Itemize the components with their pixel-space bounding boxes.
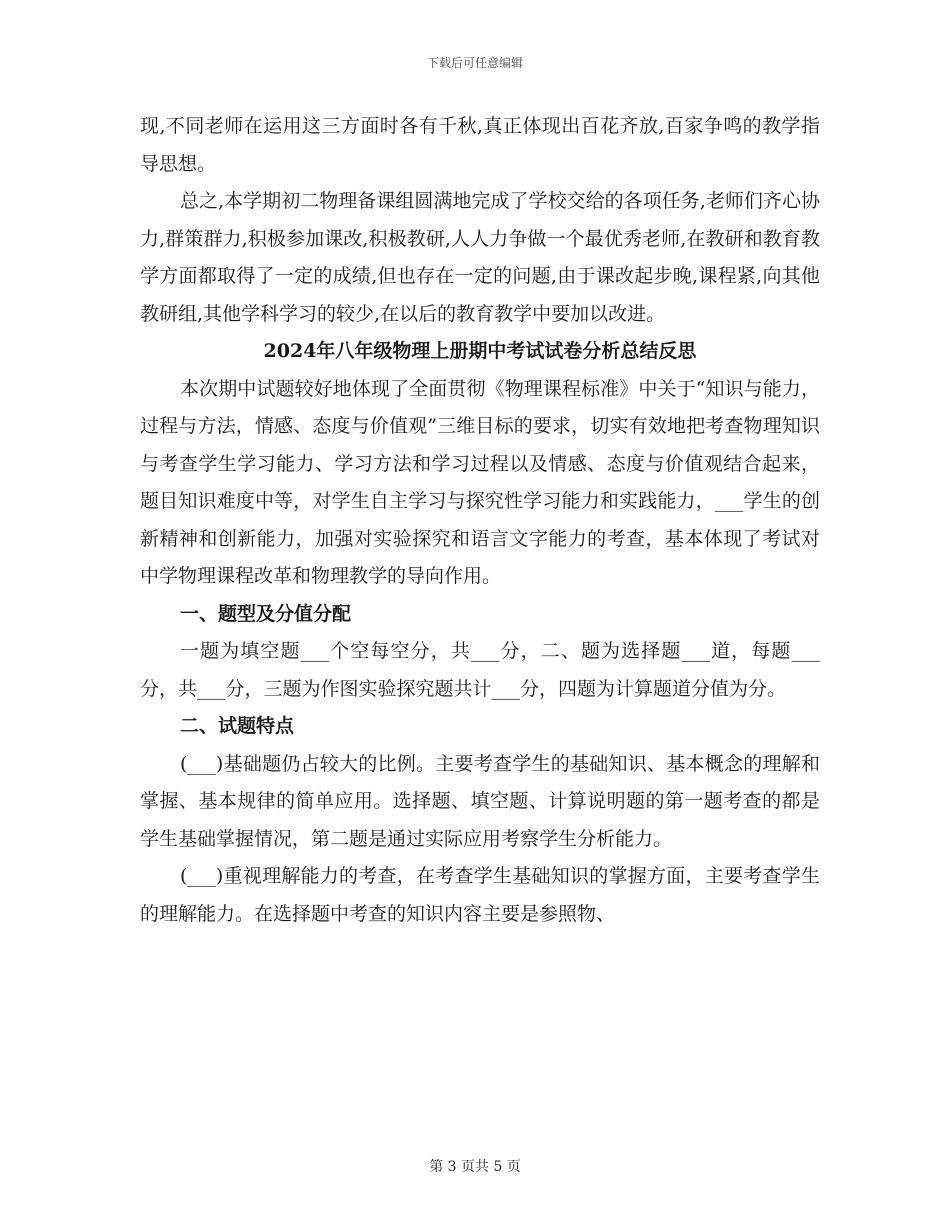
paragraph-continuation: 现,不同老师在运用这三方面时各有千秋,真正体现出百花齐放,百家争鸣的教学指导思想。 (140, 115, 820, 175)
paragraph-feature-understanding: (___)重视理解能力的考查，在考查学生基础知识的掌握方面，主要考查学生的理解能力。在选择题中考查的知识内容主要是参照物、 (140, 865, 820, 925)
page-footer: 第 3 页共 5 页 (429, 1159, 521, 1175)
document-body (140, 108, 820, 933)
section-heading-features: 二、试题特点 (180, 715, 295, 737)
section-heading-question-types: 一、题型及分值分配 (180, 602, 352, 625)
document-title: 2024年八年级物理上册期中考试试卷分析总结反思 (263, 340, 697, 362)
page-header: 下载后可任意编辑 (426, 56, 523, 70)
paragraph-intro: 本次期中试题较好地体现了全面贯彻《物理课程标准》中关于“知识与能力，过程与方法，情感、态度与价值观”三维目标的要求，切实有效地把考查物理知识与考查学生学习能力、学习方法和学习过程以及情感、态度与价值观结合起来，题目知识难度中等，对学生自主学习与探究性学习能力和实践能力，___学生的创新精神和创新能力，加强对实验探究和语言文字能力的考查，基本体现了考试对中学物理课程改革和物理教学的导向作用。 (140, 377, 820, 587)
paragraph-feature-basic: (___)基础题仍占较大的比例。主要考查学生的基础知识、基本概念的理解和掌握、基本规律的简单应用。选择题、填空题、计算说明题的第一题考查的都是学生基础掌握情况，第二题是通过实际应用考察学生分析能力。 (140, 752, 820, 850)
paragraph-score-distribution: 一题为填空题___个空每空分，共___分，二、题为选择题___道，每题___分，共___分，三题为作图实验探究题共计___分，四题为计算题道分值为分。 (140, 640, 820, 700)
paragraph-summary: 总之,本学期初二物理备课组圆满地完成了学校交给的各项任务,老师们齐心协力,群策群力,积极参加课改,积极教研,人人力争做一个最优秀老师,在教研和教育教学方面都取得了一定的成绩,但也存在一定的问题,由于课改起步晚,课程紧,向其他教研组,其他学科学习的较少,在以后的教育教学中要加以改进。 (140, 190, 820, 325)
